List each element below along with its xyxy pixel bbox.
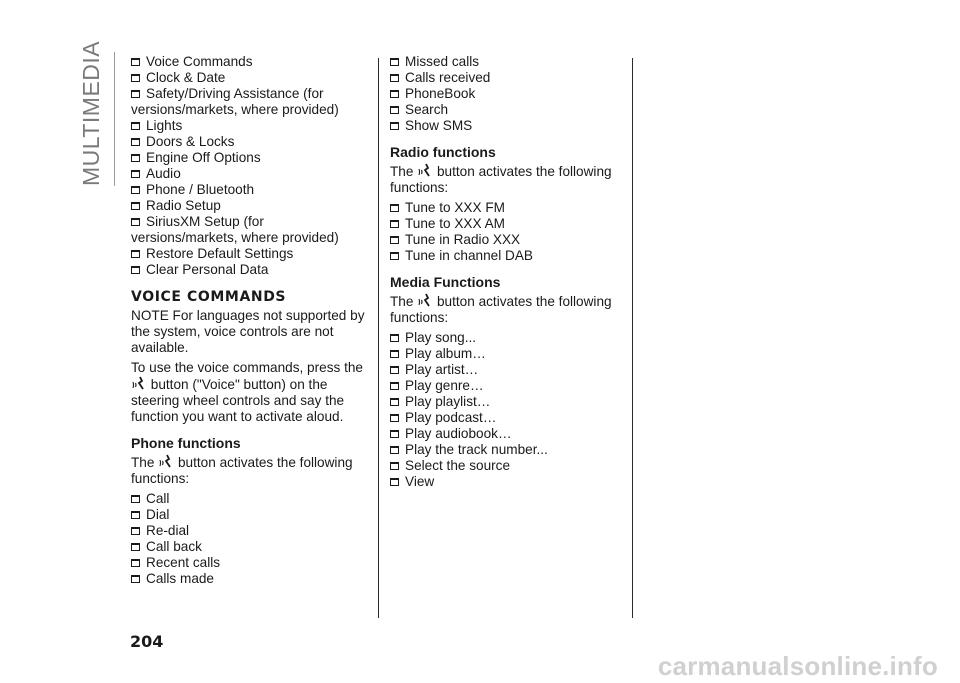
section-title: MULTIMEDIA	[78, 40, 104, 186]
checkbox-bullet-icon	[131, 170, 140, 178]
list-item: Play audiobook…	[390, 426, 626, 442]
checkbox-bullet-icon	[131, 58, 140, 66]
list-item: Dial	[131, 507, 367, 523]
list-item: Audio	[131, 166, 367, 182]
list-item: Safety/Driving Assistance (for versions/markets, where provided)	[131, 86, 339, 117]
checkbox-bullet-icon	[390, 58, 399, 66]
list-item: Phone / Bluetooth	[131, 182, 367, 198]
checkbox-bullet-icon	[390, 462, 399, 470]
checkbox-bullet-icon	[390, 74, 399, 82]
checkbox-bullet-icon	[131, 543, 140, 551]
checkbox-bullet-icon	[131, 138, 140, 146]
media-functions-list	[390, 330, 626, 490]
list-item: Voice Commands	[131, 54, 367, 70]
column-2	[390, 54, 626, 490]
checkbox-bullet-icon	[131, 266, 140, 274]
checkbox-bullet-icon	[131, 511, 140, 519]
list-item: Tune to XXX AM	[390, 216, 626, 232]
media-functions-heading: Media Functions	[390, 274, 501, 290]
checkbox-bullet-icon	[131, 186, 140, 194]
checkbox-bullet-icon	[390, 122, 399, 130]
checkbox-bullet-icon	[390, 350, 399, 358]
voice-command-icon	[417, 163, 433, 179]
voice-command-icon	[417, 293, 433, 309]
settings-list	[131, 54, 367, 278]
checkbox-bullet-icon	[390, 334, 399, 342]
checkbox-bullet-icon	[390, 106, 399, 114]
column-1	[131, 54, 367, 587]
phone-intro: The button activates the following functions:	[131, 455, 353, 486]
list-item: Search	[390, 102, 626, 118]
list-item: Tune in Radio XXX	[390, 232, 626, 248]
checkbox-bullet-icon	[131, 154, 140, 162]
list-item: Restore Default Settings	[131, 246, 367, 262]
note-paragraph: NOTE For languages not supported by the system, voice controls are not available.	[131, 308, 365, 355]
radio-functions-list	[390, 200, 626, 264]
list-item: Play playlist…	[390, 394, 626, 410]
list-item: Missed calls	[390, 54, 626, 70]
checkbox-bullet-icon	[131, 575, 140, 583]
checkbox-bullet-icon	[390, 252, 399, 260]
list-item: Show SMS	[390, 118, 626, 134]
voice-command-icon	[158, 454, 174, 470]
checkbox-bullet-icon	[390, 398, 399, 406]
checkbox-bullet-icon	[390, 430, 399, 438]
checkbox-bullet-icon	[390, 90, 399, 98]
column-divider-2	[632, 58, 633, 618]
checkbox-bullet-icon	[390, 236, 399, 244]
checkbox-bullet-icon	[390, 220, 399, 228]
checkbox-bullet-icon	[131, 202, 140, 210]
radio-functions-heading: Radio functions	[390, 144, 496, 160]
checkbox-bullet-icon	[131, 74, 140, 82]
list-item: Calls received	[390, 70, 626, 86]
list-item: Engine Off Options	[131, 150, 367, 166]
list-item: Tune to XXX FM	[390, 200, 626, 216]
list-item: Lights	[131, 118, 367, 134]
list-item: Call back	[131, 539, 367, 555]
checkbox-bullet-icon	[131, 495, 140, 503]
checkbox-bullet-icon	[131, 90, 140, 98]
voice-usage-paragraph: To use the voice commands, press the button ("Voice" button) on the steering wheel controls and say the function you want to activate aloud.	[131, 360, 363, 424]
checkbox-bullet-icon	[131, 559, 140, 567]
list-item: Tune in channel DAB	[390, 248, 626, 264]
page-number: 204	[130, 632, 164, 651]
checkbox-bullet-icon	[390, 446, 399, 454]
list-item: PhoneBook	[390, 86, 626, 102]
list-item: Play artist…	[390, 362, 626, 378]
list-item: View	[390, 474, 626, 490]
checkbox-bullet-icon	[131, 250, 140, 258]
checkbox-bullet-icon	[390, 382, 399, 390]
list-item: Clear Personal Data	[131, 262, 367, 278]
list-item: Re-dial	[131, 523, 367, 539]
radio-intro: The button activates the following functions:	[390, 164, 612, 195]
list-item: Play song...	[390, 330, 626, 346]
section-divider	[114, 52, 115, 186]
list-item: Play genre…	[390, 378, 626, 394]
list-item: Recent calls	[131, 555, 367, 571]
list-item: SiriusXM Setup (for versions/markets, where provided)	[131, 214, 339, 245]
list-item: Play album…	[390, 346, 626, 362]
watermark: carmanualsonline.info	[657, 651, 938, 681]
list-item: Select the source	[390, 458, 626, 474]
phone-functions-heading: Phone functions	[131, 435, 241, 451]
checkbox-bullet-icon	[390, 414, 399, 422]
checkbox-bullet-icon	[390, 366, 399, 374]
voice-commands-heading: VOICE COMMANDS	[131, 289, 287, 305]
list-item: Doors & Locks	[131, 134, 367, 150]
list-item: Clock & Date	[131, 70, 367, 86]
media-intro: The button activates the following functions:	[390, 294, 612, 325]
voice-command-icon	[131, 376, 147, 392]
column-divider-1	[378, 58, 379, 618]
checkbox-bullet-icon	[131, 122, 140, 130]
phone-functions-list	[131, 491, 367, 587]
list-item: Play podcast…	[390, 410, 626, 426]
list-item: Calls made	[131, 571, 367, 587]
checkbox-bullet-icon	[390, 204, 399, 212]
list-item: Radio Setup	[131, 198, 367, 214]
phone-functions-list-continued	[390, 54, 626, 134]
list-item: Call	[131, 491, 367, 507]
checkbox-bullet-icon	[131, 218, 140, 226]
list-item: Play the track number...	[390, 442, 626, 458]
checkbox-bullet-icon	[131, 527, 140, 535]
checkbox-bullet-icon	[390, 478, 399, 486]
